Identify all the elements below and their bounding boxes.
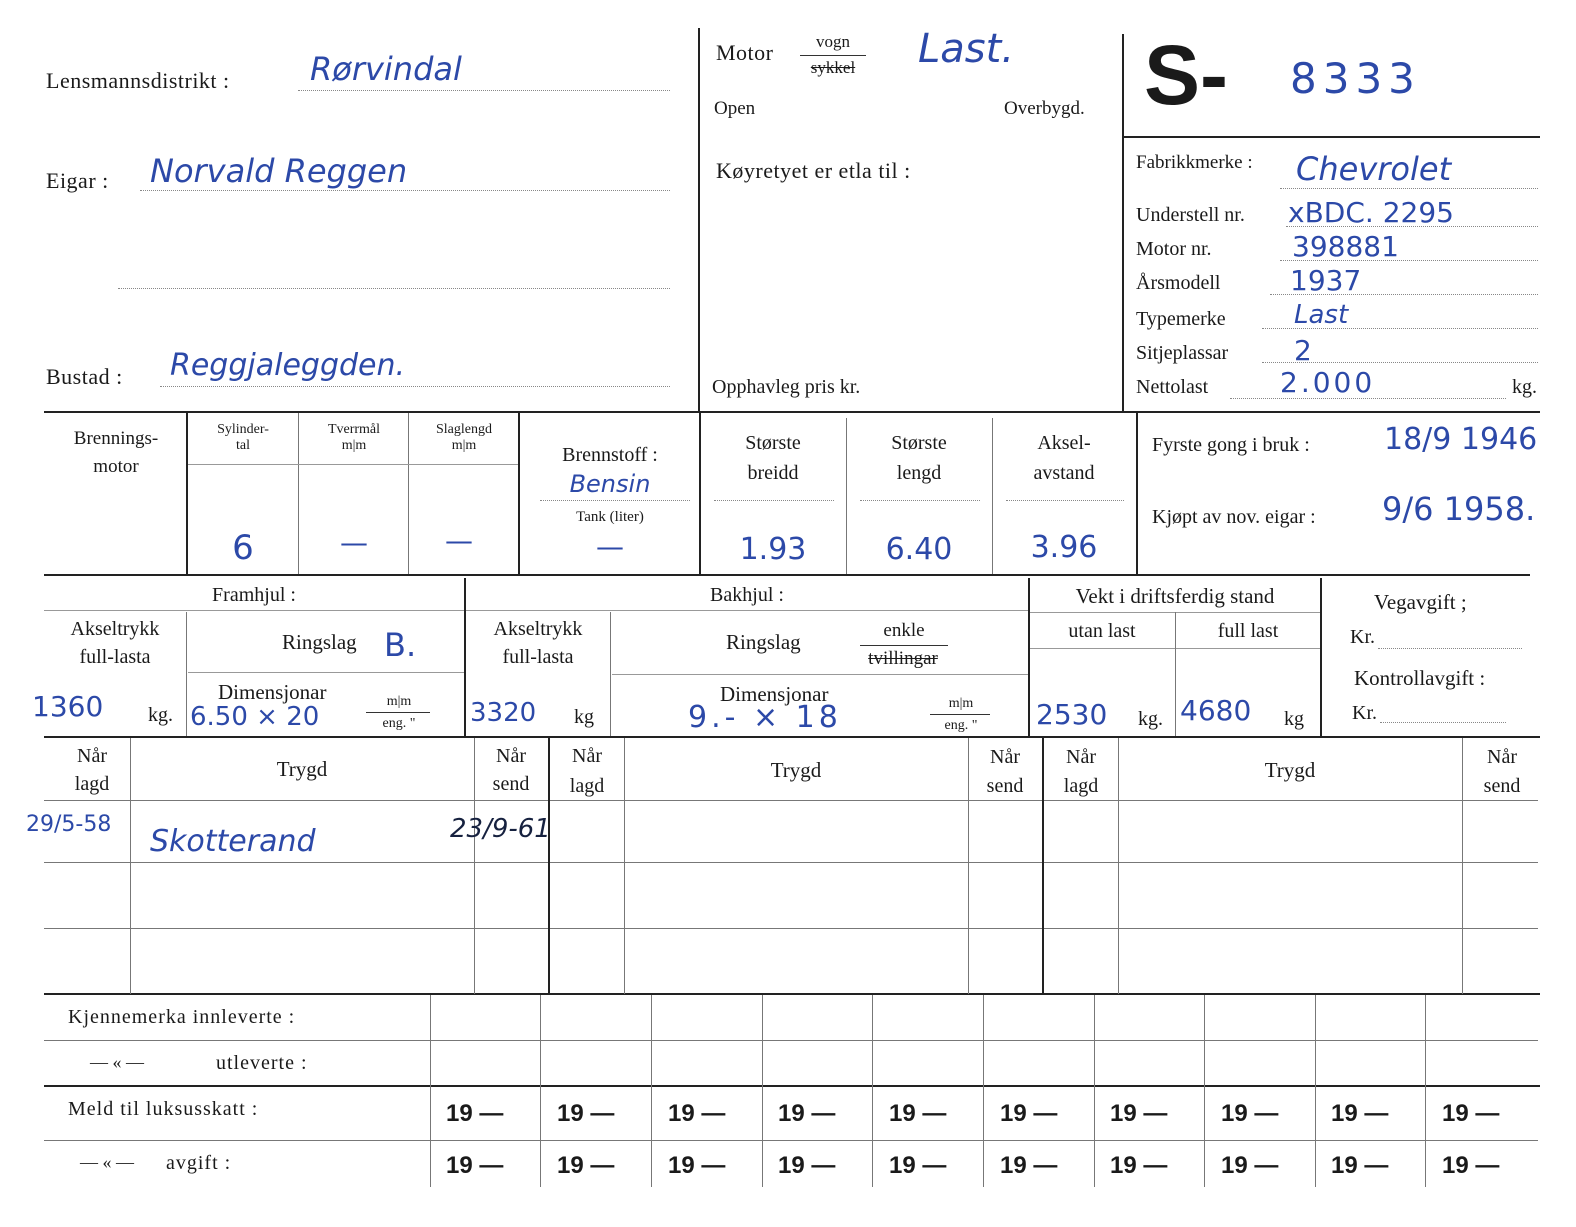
rear-ringslag-label: Ringslag (726, 630, 801, 654)
sitjeplassar-label: Sitjeplassar (1136, 342, 1229, 364)
fyrste-value: 18/9 1946 (1384, 422, 1538, 457)
rear-dim-value: 9.- × 18 (688, 700, 842, 735)
avgift-year-2: 19 — (557, 1152, 615, 1179)
front-akseltrykk-label-2: full-lasta (79, 646, 151, 668)
luksus-year-5: 19 — (889, 1100, 947, 1127)
sylinder-label-2: tal (236, 438, 250, 453)
bakhjul-underline (466, 610, 1028, 611)
foot-col-5 (983, 995, 984, 1187)
utan-last-value: 2530 (1036, 698, 1108, 731)
motor-label: Motor (716, 40, 774, 65)
lengd-line (860, 500, 980, 501)
slaglengd-label: Slaglengd (436, 422, 492, 437)
kjennemerka-label: Kjennemerka innleverte : (68, 1006, 296, 1028)
sitjeplassar-value: 2 (1294, 334, 1312, 367)
ins-row1-send: 23/9-61 (450, 814, 551, 844)
rule-wheels-bottom (44, 736, 1540, 738)
nettolast-unit: kg. (1512, 376, 1537, 398)
breidd-label-2: breidd (747, 462, 799, 484)
avgift-label: avgift : (166, 1152, 232, 1174)
vegavgift-line (1378, 648, 1522, 649)
sitjeplassar-line (1262, 362, 1538, 363)
typemerke-label: Typemerke (1136, 308, 1226, 330)
front-dim-value: 6.50 × 20 (190, 702, 320, 732)
avgift-year-3: 19 — (668, 1152, 726, 1179)
vogn-label: vogn (816, 32, 850, 51)
sylinder-label: Sylinder- (217, 422, 269, 437)
brennstoff-value: Bensin (569, 470, 651, 498)
utan-last-label: utan last (1068, 620, 1136, 642)
slaglengd-value: — (445, 524, 473, 557)
reg-underline (1124, 136, 1540, 138)
typemerke-line (1262, 328, 1538, 329)
enkle-label: enkle (883, 620, 925, 641)
aksel-line (1006, 500, 1124, 501)
tank-label: Tank (liter) (576, 509, 644, 525)
div-front-1 (186, 612, 187, 736)
rule-engine-bottom (44, 574, 1530, 576)
front-dim-fraction (366, 712, 430, 713)
foot-col-8 (1315, 995, 1316, 1187)
ins-row-line-1 (44, 862, 1538, 863)
ins-trygd-1: Trygd (276, 757, 328, 781)
front-ringslag-label: Ringslag (282, 630, 357, 654)
lengd-value: 6.40 (885, 532, 953, 567)
reg-prefix: S- (1144, 28, 1228, 122)
opphavleg-label: Opphavleg pris kr. (712, 376, 861, 398)
aksel-value: 3.96 (1030, 530, 1098, 565)
enkle-fraction (860, 645, 948, 646)
rule-engine-top (44, 411, 1540, 413)
bustad-label: Bustad : (46, 364, 123, 389)
typemerke-value: Last (1294, 300, 1349, 330)
front-dim-mm: m|m (386, 694, 412, 709)
foot-col-1 (540, 995, 541, 1187)
lengd-label: Største (891, 432, 947, 454)
front-akseltrykk-value: 1360 (32, 690, 104, 723)
slaglengd-mm: m|m (451, 438, 477, 453)
divider-top-2 (1122, 34, 1124, 412)
rear-ring-line (612, 674, 1028, 675)
tverrmal-mm: m|m (341, 438, 367, 453)
div-vekt-avgift (1320, 578, 1322, 736)
vegavgift-kr: Kr. (1350, 626, 1375, 648)
luksus-year-7: 19 — (1110, 1100, 1168, 1127)
front-dim-eng: eng. " (382, 716, 416, 731)
tank-value: — (596, 530, 624, 563)
brennings-motor-label: motor (93, 456, 139, 477)
foot-col-2 (651, 995, 652, 1187)
bakhjul-label: Bakhjul : (710, 584, 784, 606)
breidd-label: Største (745, 432, 801, 454)
utleverte-label: utleverte : (216, 1052, 308, 1074)
ins-naar-send-1: Når (496, 745, 526, 767)
ins-trygd-2: Trygd (770, 758, 822, 782)
avgift-year-10: 19 — (1442, 1152, 1500, 1179)
luksus-year-3: 19 — (668, 1100, 726, 1127)
ins-naar-send-3: Når (1487, 746, 1517, 768)
framhjul-label: Framhjul : (212, 584, 296, 606)
fabrikkmerke-value: Chevrolet (1296, 150, 1452, 188)
rear-dim-fraction (930, 714, 990, 715)
utan-kg: kg. (1138, 708, 1163, 730)
div-vekt-mid (1175, 612, 1176, 736)
eigar-value: Norvald Reggen (150, 152, 408, 190)
brennstoff-label: Brennstoff : (562, 444, 658, 466)
ins-row-line-2 (44, 928, 1538, 929)
rear-akseltrykk-label-2: full-lasta (502, 646, 574, 668)
ins-trygd-3: Trygd (1264, 758, 1316, 782)
arsmodell-label: Årsmodell (1136, 272, 1221, 294)
ins-row1-trygd: Skotterand (150, 824, 316, 859)
front-akseltrykk-label: Akseltrykk (70, 618, 160, 640)
nettolast-label: Nettolast (1136, 376, 1209, 398)
understell-label: Understell nr. (1136, 204, 1245, 226)
tvillingar-label: tvillingar (868, 648, 938, 669)
fabrikkmerke-line (1280, 188, 1538, 189)
bustad-value: Reggjaleggden. (170, 348, 406, 383)
rear-dim-eng: eng. " (944, 718, 978, 733)
foot-col-9 (1425, 995, 1426, 1187)
framhjul-underline (44, 610, 464, 611)
avgift-year-8: 19 — (1221, 1152, 1279, 1179)
kontrollavgift-label: Kontrollavgift : (1354, 666, 1486, 690)
ins-lagd-3: lagd (1063, 775, 1099, 797)
foot-line-3 (44, 1140, 1538, 1141)
nettolast-line (1230, 398, 1506, 399)
sylinder-value: 6 (232, 528, 254, 568)
reg-number: 8333 (1290, 54, 1421, 103)
lensmann-label: Lensmannsdistrikt : (46, 68, 230, 93)
lensmann-line (298, 90, 670, 91)
rear-dim-mm: m|m (948, 696, 974, 711)
breidd-value: 1.93 (739, 532, 807, 567)
avgift-year-6: 19 — (1000, 1152, 1058, 1179)
luksus-label: Meld til luksusskatt : (68, 1098, 259, 1120)
div-eng-8 (1136, 413, 1138, 574)
nettolast-value: 2.000 (1280, 366, 1376, 399)
arsmodell-value: 1937 (1290, 264, 1362, 297)
koyretyet-label: Køyretyet er etla til : (716, 158, 911, 183)
overbygd-label: Overbygd. (1004, 98, 1085, 119)
tverrmal-value: — (340, 526, 368, 559)
tverrmal-label: Tverrmål (327, 422, 381, 437)
rear-akseltrykk-label: Akseltrykk (493, 618, 583, 640)
rear-dim-label: Dimensjonar (720, 682, 829, 706)
ins-naar-send-2: Når (990, 746, 1020, 768)
eng-subheader-line (188, 464, 518, 465)
luksus-year-1: 19 — (446, 1100, 504, 1127)
kjopt-label: Kjøpt av nov. eigar : (1152, 506, 1316, 528)
foot-line-1 (44, 1040, 1538, 1041)
rear-akseltrykk-value: 3320 (470, 698, 537, 728)
foot-col-6 (1094, 995, 1095, 1187)
brennings-label: Brennings- (73, 428, 159, 449)
avgift-year-1: 19 — (446, 1152, 504, 1179)
eigar-line-2 (118, 288, 670, 289)
brennstoff-line (540, 500, 690, 501)
luksus-year-9: 19 — (1331, 1100, 1389, 1127)
front-ring-line (188, 672, 464, 673)
vekt-label: Vekt i driftsferdig stand (1075, 584, 1275, 608)
breidd-line (714, 500, 834, 501)
ins-send-1: send (492, 773, 530, 795)
luksus-year-10: 19 — (1442, 1100, 1500, 1127)
ins-send-3: send (1483, 775, 1521, 797)
ins-header-line (44, 800, 1538, 801)
motor-value: Last. (918, 26, 1015, 72)
lengd-label-2: lengd (896, 462, 942, 484)
foot-col-0 (430, 995, 431, 1187)
open-label: Open (714, 98, 756, 119)
luksus-year-6: 19 — (1000, 1100, 1058, 1127)
sykkel-label: sykkel (810, 58, 856, 77)
foot-col-3 (762, 995, 763, 1187)
aksel-label-2: avstand (1033, 462, 1095, 484)
front-dim-label: Dimensjonar (218, 680, 327, 704)
full-last-value: 4680 (1180, 694, 1252, 727)
foot-col-4 (872, 995, 873, 1187)
ins-naar-2: Når (572, 745, 602, 767)
ins-lagd-1: lagd (74, 773, 110, 795)
understell-line (1286, 226, 1538, 227)
rear-kg: kg (574, 706, 594, 728)
fyrste-label: Fyrste gong i bruk : (1152, 434, 1310, 456)
bustad-line (160, 386, 670, 387)
front-ringslag-value: B. (384, 626, 417, 664)
avgift-year-7: 19 — (1110, 1152, 1168, 1179)
full-kg: kg (1284, 708, 1304, 730)
foot-col-7 (1204, 995, 1205, 1187)
ins-div-8 (1462, 738, 1463, 994)
vegavgift-label: Vegavgift ; (1374, 590, 1467, 614)
aksel-label: Aksel- (1037, 432, 1091, 454)
fabrikkmerke-label: Fabrikkmerke : (1136, 152, 1253, 173)
avgift-prefix: — « — (80, 1152, 134, 1172)
understell-value: xBDC. 2295 (1288, 196, 1454, 229)
kontrollavgift-line (1380, 722, 1506, 723)
ins-row1-lagd: 29/5-58 (26, 812, 112, 837)
fraction-bar (800, 55, 866, 56)
ins-naar-3: Når (1066, 746, 1096, 768)
front-kg: kg. (148, 704, 173, 726)
kjopt-value: 9/6 1958. (1382, 490, 1536, 528)
div-rear-1 (610, 612, 611, 736)
avgift-year-9: 19 — (1331, 1152, 1389, 1179)
motor-nr-line (1280, 260, 1538, 261)
ins-naar-1: Når (77, 745, 107, 767)
avgift-year-5: 19 — (889, 1152, 947, 1179)
utleverte-prefix: — « — (90, 1052, 144, 1072)
lensmann-value: Rørvindal (310, 50, 462, 88)
full-last-label: full last (1217, 620, 1279, 642)
ins-send-2: send (986, 775, 1024, 797)
arsmodell-line (1270, 294, 1538, 295)
kontrollavgift-kr: Kr. (1352, 702, 1377, 724)
luksus-year-8: 19 — (1221, 1100, 1279, 1127)
eigar-line (140, 190, 670, 191)
ins-lagd-2: lagd (569, 775, 605, 797)
luksus-year-4: 19 — (778, 1100, 836, 1127)
motor-nr-label: Motor nr. (1136, 238, 1212, 260)
motor-nr-value: 398881 (1292, 230, 1399, 263)
divider-top-1 (698, 28, 700, 412)
eigar-label: Eigar : (46, 168, 109, 193)
luksus-year-2: 19 — (557, 1100, 615, 1127)
avgift-year-4: 19 — (778, 1152, 836, 1179)
